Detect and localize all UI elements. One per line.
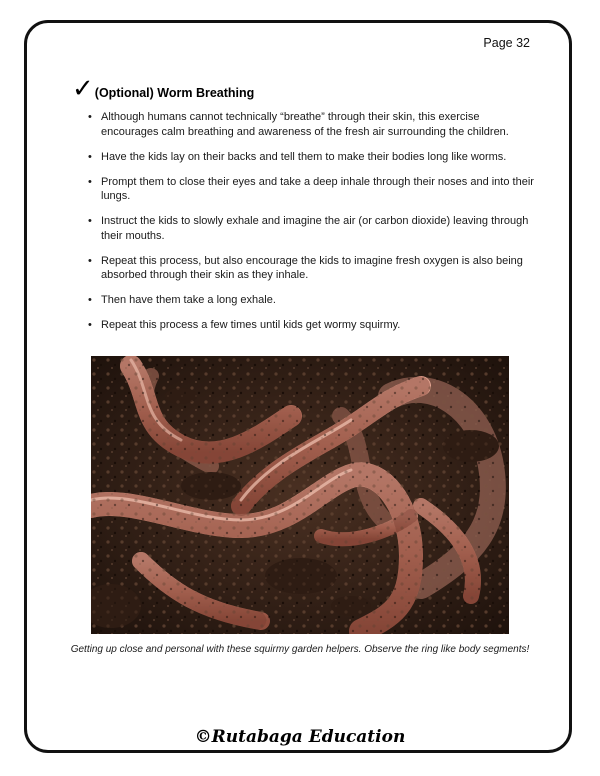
bullet-icon: • <box>88 175 92 188</box>
list-item <box>86 254 536 283</box>
list-item-text: Instruct the kids to slowly exhale and imagine the air (or carbon dioxide) leaving through their mouths. <box>101 215 529 242</box>
section-heading <box>72 76 254 102</box>
earthworms-in-soil-icon <box>91 356 509 634</box>
list-item <box>86 318 536 333</box>
list-item-text: Repeat this process, but also encourage the kids to imagine fresh oxygen is also being absorbed through their skin as they inhale. <box>101 254 523 281</box>
bullet-icon: • <box>88 215 92 227</box>
footer-copyright: ©Rutabaga Education <box>194 727 406 747</box>
list-item <box>86 293 536 308</box>
list-item <box>86 214 536 243</box>
section-title: (Optional) Worm Breathing <box>94 86 255 100</box>
list-item <box>86 175 536 204</box>
list-item-text: Then have them take a long exhale. <box>101 294 276 306</box>
earthworms-photo <box>91 356 509 634</box>
checkmark-icon: ✓ <box>72 74 94 104</box>
list-item <box>86 150 536 165</box>
bullet-icon: • <box>88 319 92 331</box>
list-item-text: Prompt them to close their eyes and take a deep inhale through their noses and into their lungs. <box>101 175 534 202</box>
bullet-icon: • <box>88 294 92 306</box>
instruction-list <box>86 110 536 343</box>
bullet-icon: • <box>88 150 92 163</box>
bullet-icon: • <box>88 111 92 123</box>
list-item-text: Have the kids lay on their backs and tell them to make their bodies long like worms. <box>101 150 507 163</box>
list-item <box>86 110 536 139</box>
page-number: Page 32 <box>483 36 530 50</box>
list-item-text: Although humans cannot technically “breathe” through their skin, this exercise encourages calm breathing and awareness of the fresh air surrounding the children. <box>101 111 509 138</box>
figure-caption: Getting up close and personal with these squirmy garden helpers. Observe the ring like body segments! <box>70 644 530 655</box>
bullet-icon: • <box>88 254 92 267</box>
list-item-text: Repeat this process a few times until kids get wormy squirmy. <box>101 319 401 331</box>
